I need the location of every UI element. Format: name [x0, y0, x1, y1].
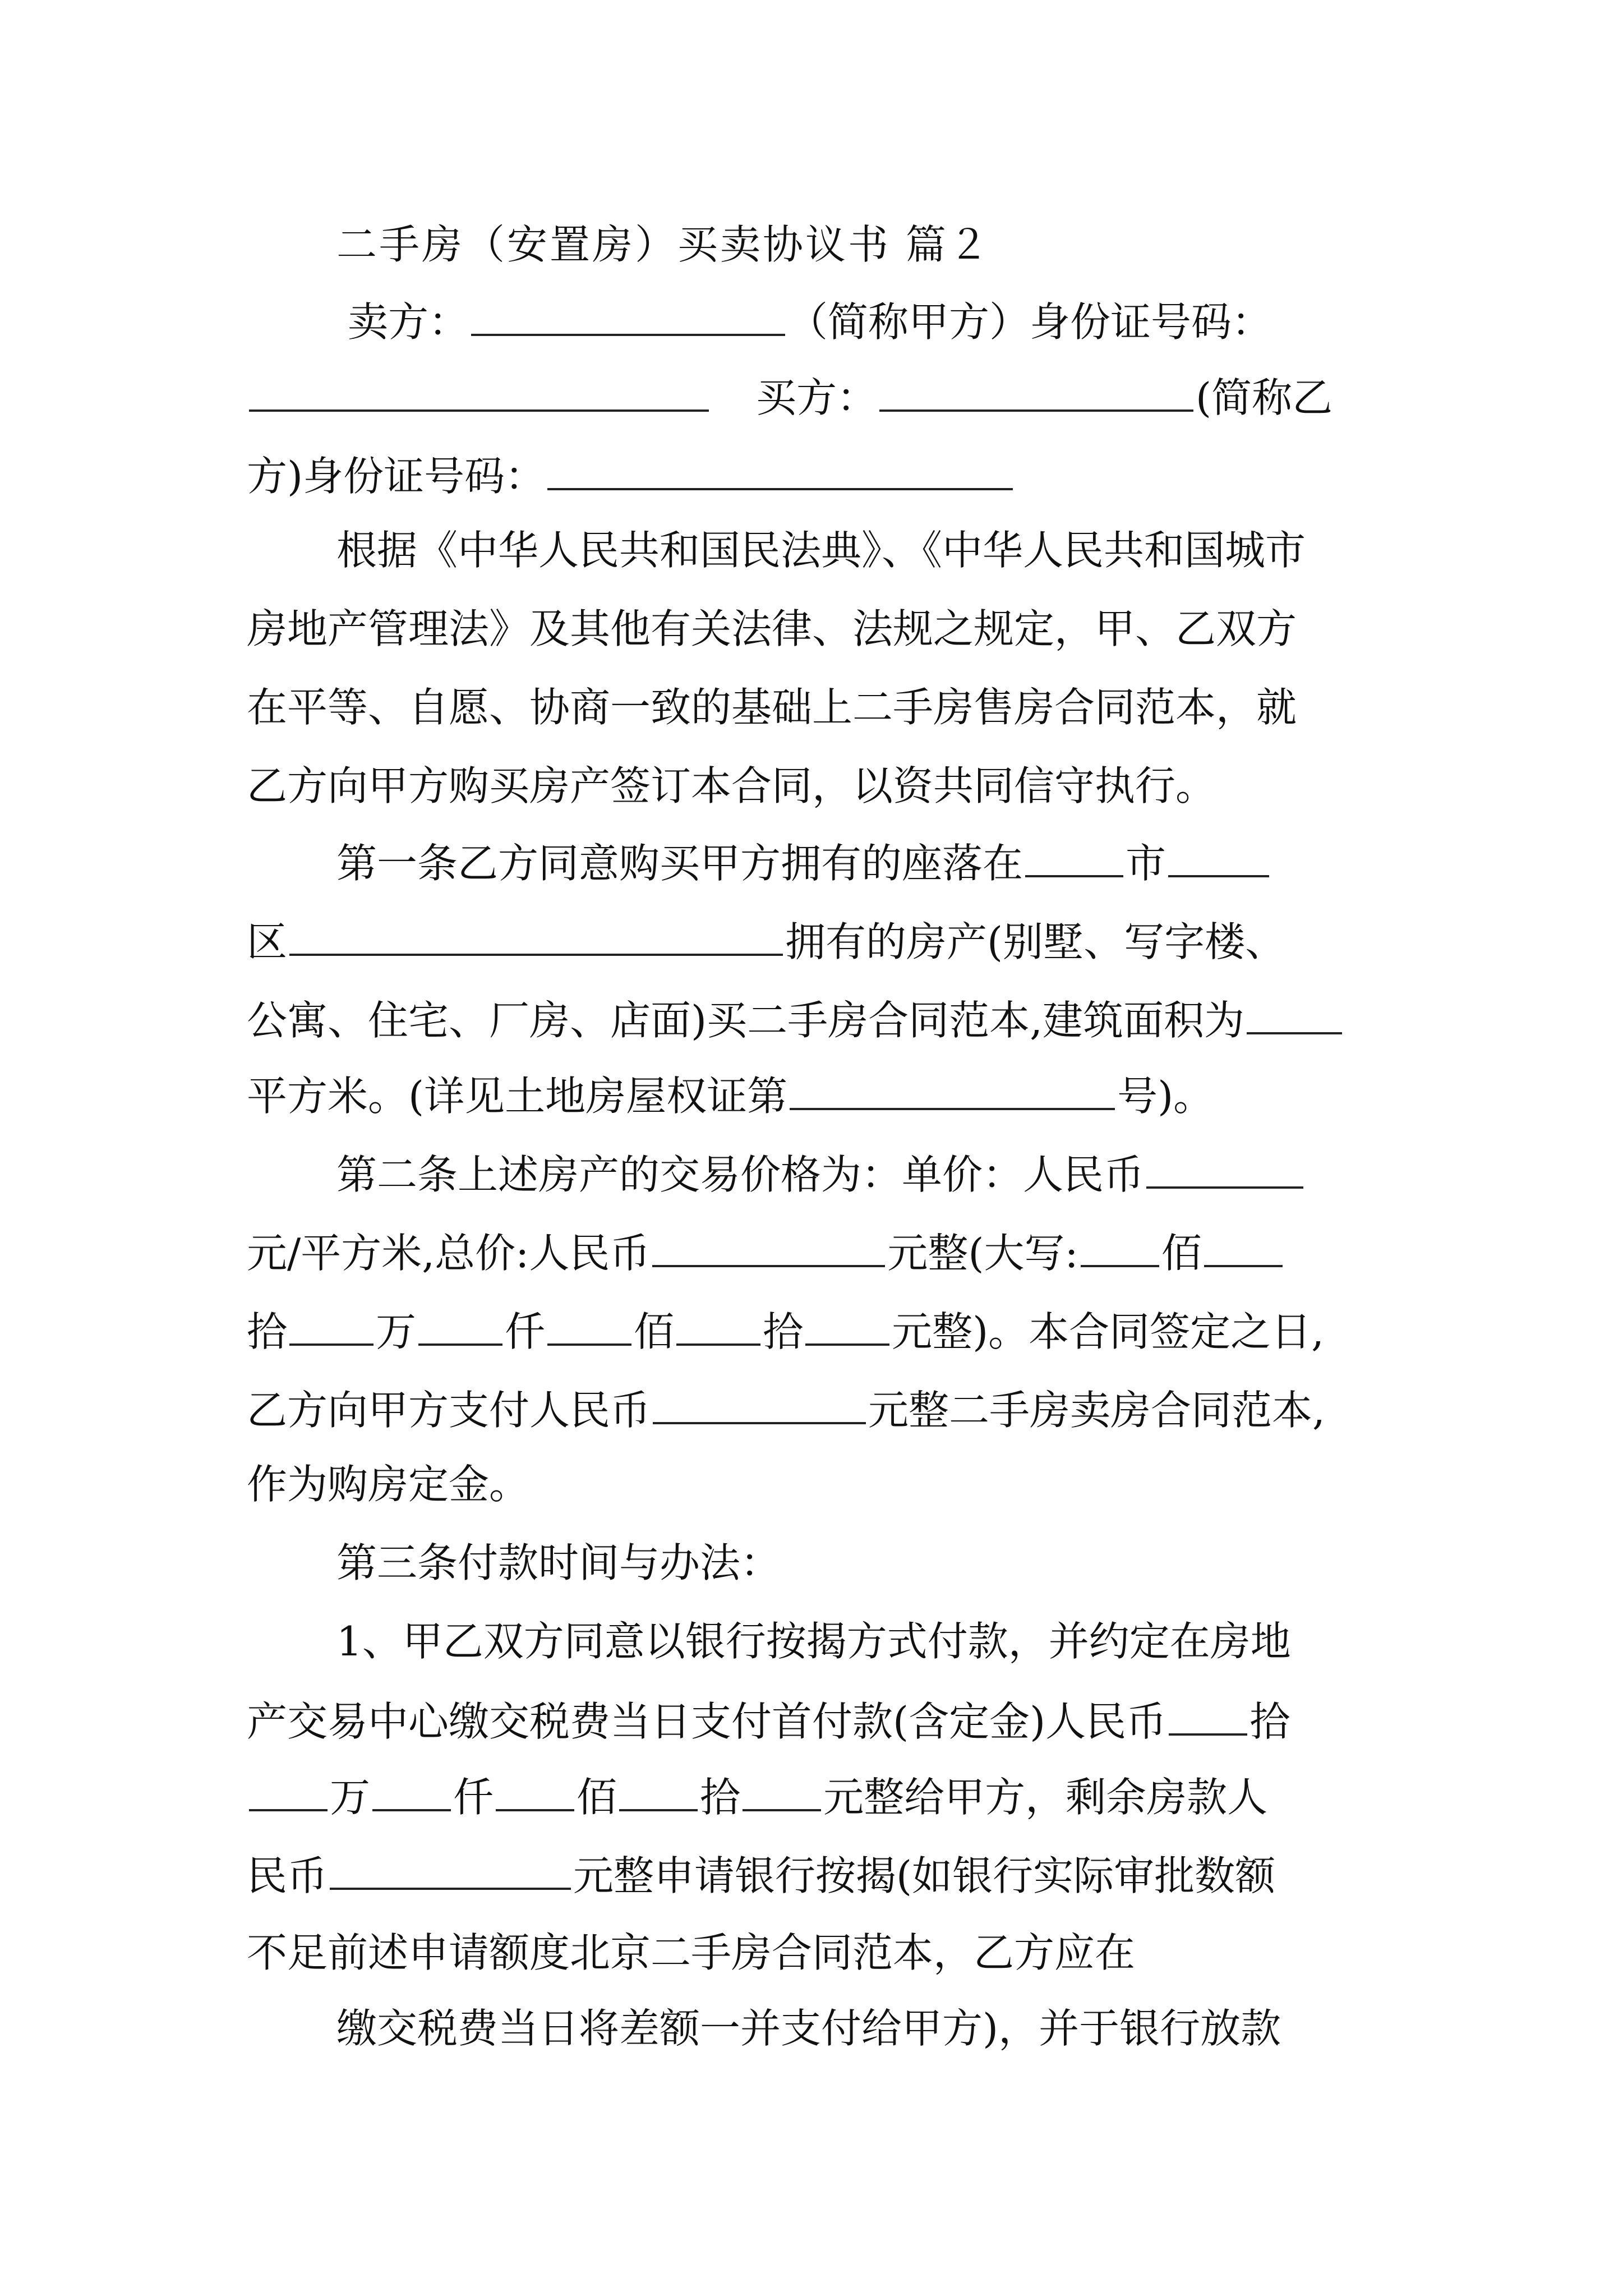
article1-text-4a: 平方米。(详见土地房屋权证第	[247, 1073, 788, 1120]
upper-baiwan-blank	[1081, 1231, 1159, 1267]
article2-line-3	[247, 1308, 1325, 1355]
qian-blank	[418, 1310, 502, 1346]
buyer-line	[247, 374, 1333, 421]
article3-shi-1: 拾	[1249, 1698, 1290, 1745]
downpayment-shiwan-blank	[1169, 1700, 1247, 1736]
total-price-blank	[652, 1231, 885, 1267]
article3-text-2: 产交易中心缴交税费当日支付首付款(含定金)人民币	[247, 1698, 1167, 1745]
article2-shi-1: 拾	[247, 1308, 288, 1355]
article1-line-2	[247, 918, 1286, 965]
city-tail-blank	[1168, 841, 1269, 877]
article2-text-4a: 乙方向甲方支付人民币	[247, 1387, 651, 1434]
article2-line-1	[336, 1151, 1306, 1198]
deposit-blank	[653, 1388, 866, 1424]
article2-wan: 万	[376, 1308, 417, 1355]
article2-bai-1: 佰	[1161, 1230, 1202, 1277]
yuan-blank	[805, 1310, 889, 1346]
shi-blank	[676, 1310, 760, 1346]
article1-line-4	[247, 1073, 1214, 1120]
article1-text-2: 拥有的房产(别墅、写字楼、	[785, 918, 1286, 965]
article3-text-3: 元整给甲方，剩余房款人	[823, 1774, 1268, 1821]
article2-line-5: 作为购房定金。	[247, 1461, 530, 1508]
seller-id-blank	[249, 376, 709, 412]
buyer-label: 买方：	[756, 374, 878, 421]
wan-blank	[289, 1310, 374, 1346]
buyer-name-blank	[879, 376, 1193, 412]
downpayment-yuan-blank	[743, 1775, 821, 1811]
seller-line	[348, 298, 1272, 346]
article3-shi-2: 拾	[700, 1774, 741, 1821]
article2-line-4	[247, 1387, 1325, 1434]
document-title: 二手房（安置房）买卖协议书 篇２	[336, 221, 991, 268]
downpayment-bai-blank	[496, 1775, 574, 1811]
article2-yuanzheng: 元整)。本合同签定之日,	[892, 1308, 1325, 1355]
upper-shiwan-blank	[1204, 1231, 1283, 1267]
district-blank	[289, 920, 783, 956]
article1-text-1: 第一条乙方同意购买甲方拥有的座落在	[336, 840, 1023, 887]
intro-line-3: 在平等、自愿、协商一致的基础上二手房售房合同范本，就	[247, 684, 1297, 731]
seller-suffix: （简称甲方）身份证号码：	[787, 298, 1272, 346]
seller-name-blank	[471, 300, 785, 336]
article2-text-2b: 元整(大写:	[887, 1230, 1078, 1277]
article1-city: 市	[1126, 840, 1166, 887]
article3-line-3	[247, 1774, 1268, 1821]
city-blank	[1025, 841, 1123, 877]
buyer-id-blank	[547, 454, 1013, 490]
seller-label: 卖方：	[348, 298, 469, 346]
downpayment-qian-blank	[372, 1775, 451, 1811]
article3-bai: 佰	[577, 1774, 617, 1821]
article3-line-4	[247, 1852, 1276, 1899]
article2-bai-2: 佰	[634, 1308, 675, 1355]
article2-line-2	[247, 1230, 1285, 1277]
article3-text-4a: 民币	[247, 1852, 328, 1899]
article1-district: 区	[247, 918, 288, 965]
article2-qian: 仟	[505, 1308, 546, 1355]
article3-line-1: 1、甲乙双方同意以银行按揭方式付款，并约定在房地	[336, 1618, 1291, 1665]
article2-shi-2: 拾	[763, 1308, 804, 1355]
buyer-suffix: (简称乙	[1196, 374, 1333, 421]
downpayment-wan-blank	[249, 1775, 328, 1811]
article3-line-2	[247, 1698, 1290, 1745]
article3-wan: 万	[330, 1774, 371, 1821]
article3-line-6: 缴交税费当日将差额一并支付给甲方)，并于银行放款	[336, 2005, 1281, 2052]
buyer-id-line	[247, 453, 1015, 500]
unit-price-blank	[1146, 1153, 1303, 1189]
mortgage-amount-blank	[330, 1854, 571, 1890]
intro-line-2: 房地产管理法》及其他有关法律、法规之规定，甲、乙双方	[247, 605, 1297, 652]
buyer-id-label: 方)身份证号码：	[247, 453, 546, 500]
article1-line-3	[247, 997, 1344, 1044]
article3-heading: 第三条付款时间与办法：	[336, 1539, 781, 1586]
article2-text-1: 第二条上述房产的交易价格为：单价：人民币	[336, 1151, 1145, 1198]
intro-line-1: 根据《中华人民共和国民法典》、《中华人民共和国城市	[336, 527, 1306, 574]
article3-line-5: 不足前述申请额度北京二手房合同范本，乙方应在	[247, 1929, 1136, 1976]
article1-line-1	[336, 840, 1271, 887]
certificate-blank	[790, 1074, 1115, 1110]
article1-text-4b: 号)。	[1117, 1073, 1214, 1120]
article2-text-4b: 元整二手房卖房合同范本,	[868, 1387, 1325, 1434]
article1-text-3: 公寓、住宅、厂房、店面)买二手房合同范本,建筑面积为	[247, 997, 1244, 1044]
article2-text-2a: 元/平方米,总价:人民币	[247, 1230, 651, 1277]
article3-qian: 仟	[453, 1774, 494, 1821]
area-blank	[1247, 999, 1342, 1034]
bai-blank	[547, 1310, 631, 1346]
article3-text-4b: 元整申请银行按揭(如银行实际审批数额	[573, 1852, 1276, 1899]
intro-line-4: 乙方向甲方购买房产签订本合同，以资共同信守执行。	[247, 762, 1216, 809]
downpayment-shi-blank	[619, 1775, 698, 1811]
